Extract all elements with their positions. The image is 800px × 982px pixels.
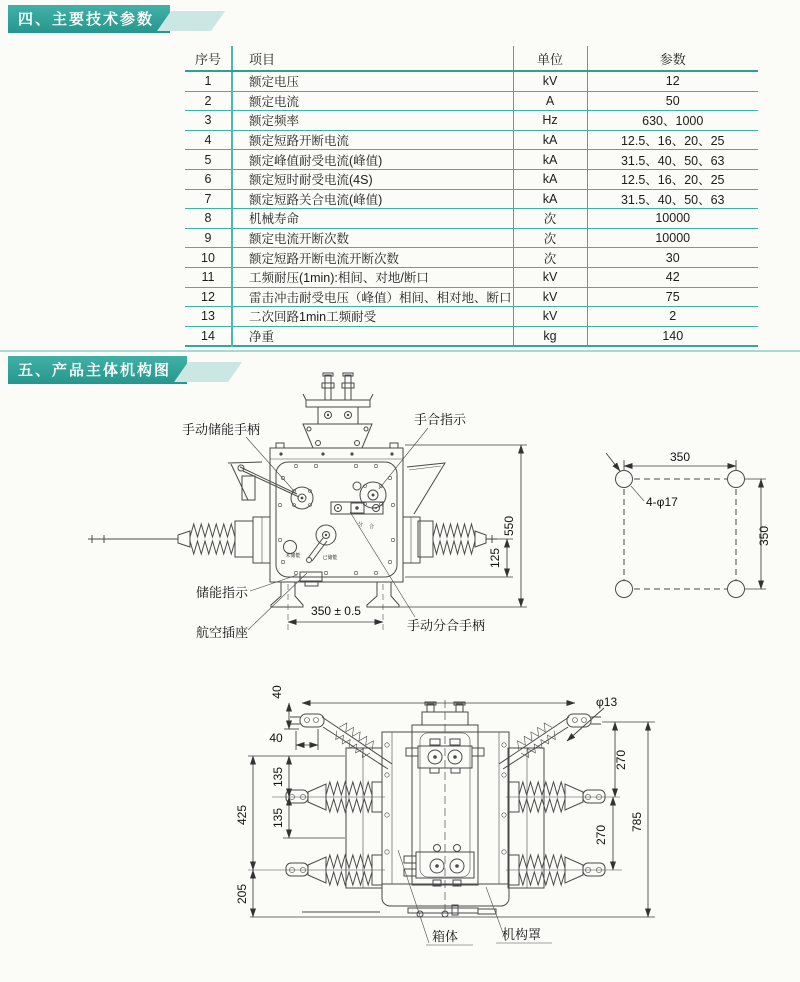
table-cell: 9 [185,228,232,248]
table-cell: 净重 [232,326,513,346]
table-cell: 额定频率 [232,111,513,131]
table-cell: 额定电流 [232,91,513,111]
switch-knob [284,525,338,563]
table-header-cell: 单位 [513,46,587,71]
front-view-labels [398,850,552,945]
table-cell: kV [513,307,587,327]
dim-phi13: φ13 [596,695,618,709]
table-cell: 6 [185,169,232,189]
table-cell: 2 [587,307,758,327]
table-cell: 11 [185,267,232,287]
dim-40v: 40 [270,685,284,699]
table-cell: 12.5、16、20、25 [587,169,758,189]
charged-label: 已储能 [322,555,338,561]
interlock-bar [331,502,383,530]
table-row [185,150,758,170]
table-row [185,326,758,346]
table-row [185,91,758,111]
table-cell: 额定短路开断电流开断次数 [232,248,513,268]
banner-swoosh [157,11,225,31]
table-cell: 3 [185,111,232,131]
right-insulator [403,517,497,563]
dim-40h: 40 [269,731,283,745]
upper-right-insulator [506,782,620,812]
lower-left-insulator [248,855,385,885]
front-view-diagram [0,670,800,982]
table-cell: A [513,91,587,111]
table-cell: 140 [587,326,758,346]
lower-contacts [404,845,474,887]
label-holes: 4-φ17 [646,495,678,509]
table-cell: kA [513,169,587,189]
table-row [185,130,758,150]
close-indicator-mech [353,482,386,508]
table-cell: 5 [185,150,232,170]
table-cell: 50 [587,91,758,111]
table-cell: 42 [587,267,758,287]
parameters-table [185,46,758,347]
label-box-body: 箱体 [432,929,459,944]
table-row [185,228,758,248]
table-row [185,111,758,131]
table-cell: kA [513,189,587,209]
table-header-cell: 序号 [185,46,232,71]
top-view-dimensions [288,445,527,622]
not-charged-label: 未储能 [285,553,301,559]
table-cell: 30 [587,248,758,268]
table-cell: kg [513,326,587,346]
table-cell: 机械寿命 [232,209,513,229]
table-cell: 次 [513,248,587,268]
table-cell: 13 [185,307,232,327]
lower-right-insulator [506,855,622,885]
table-cell: 二次回路1min工频耐受 [232,307,513,327]
dim-270a: 270 [614,749,628,771]
mounting-feet [271,572,399,630]
table-cell: 14 [185,326,232,346]
table-cell: 12 [587,71,758,91]
table-cell: 12 [185,287,232,307]
dim-550: 550 [502,515,516,537]
table-cell: 2 [185,91,232,111]
dim-425: 425 [235,804,249,826]
right-arm [499,714,601,769]
table-cell: 额定短路关合电流(峰值) [232,189,513,209]
table-cell: 7 [185,189,232,209]
table-cell: kV [513,71,587,91]
top-bushing [303,373,373,448]
table-header-cell: 项目 [232,46,513,71]
section-title-structure-text: 五、产品主体机构图 [18,362,172,379]
left-arm [290,714,392,769]
side-frames [346,748,544,888]
table-cell: 额定电流开断次数 [232,228,513,248]
table-cell: kV [513,287,587,307]
charge-crank [228,462,299,500]
table-header-cell: 参数 [587,46,758,71]
table-cell: 31.5、40、50、63 [587,189,758,209]
table-cell: 次 [513,209,587,229]
table-cell: 1 [204,74,212,89]
table-cell: kA [513,150,587,170]
base [250,905,655,917]
table-cell: 75 [587,287,758,307]
dim-hole-350-h: 350 [757,525,771,547]
dim-125: 125 [488,547,502,569]
table-cell: 额定峰值耐受电流(峰值) [232,150,513,170]
dim-hole-350-w: 350 [669,450,691,464]
table-cell: 10000 [587,228,758,248]
label-mechanism-cover: 机构罩 [502,927,542,942]
label-close-indicator: 手合指示 [414,412,467,427]
top-view-diagram [0,372,800,668]
table-row [185,71,758,91]
section-divider [0,350,800,352]
table-row [185,189,758,209]
table-header-row [185,46,758,71]
table-row [185,307,758,327]
table-cell: kV [513,267,587,287]
dim-135a: 135 [271,766,285,788]
label-manual-switch-handle: 手动分合手柄 [407,618,486,633]
section-title-structure [8,356,187,384]
box-body [382,732,509,906]
table-cell: 4 [185,130,232,150]
mounting-hole-diagram [606,450,771,598]
section-title-params [8,5,170,33]
table-body [185,71,758,346]
table-cell: 额定电压 [232,71,513,91]
table-cell: kA [513,130,587,150]
table-cell: 630、1000 [587,111,758,131]
table-row [185,209,758,229]
table-row [185,287,758,307]
table-cell: 10 [185,248,232,268]
left-insulator [88,517,270,563]
table-row [185,169,758,189]
section-title-params-text: 四、主要技术参数 [18,11,155,28]
close-mark: 合 [369,524,375,530]
dim-270b: 270 [594,824,608,846]
label-manual-charge-handle: 手动储能手柄 [182,422,261,437]
table-cell: Hz [513,111,587,131]
table-cell: 工频耐压(1min):相间、对地/断口 [232,267,513,287]
table-cell: 额定短时耐受电流(4S) [232,169,513,189]
label-aviation-socket: 航空插座 [196,625,249,640]
label-charge-indicator: 储能指示 [196,585,249,600]
table-cell: 雷击冲击耐受电压（峰值）相间、相对地、断口 [232,287,513,307]
dim-785: 785 [630,811,644,833]
table-cell: 12.5、16、20、25 [587,130,758,150]
right-bracket [407,463,445,514]
table-cell: 31.5、40、50、63 [587,150,758,170]
dim-205: 205 [235,883,249,905]
table-cell: 额定短路开断电流 [232,130,513,150]
dim-350-width: 350 ± 0.5 [311,604,361,618]
charge-knob [291,487,313,509]
table-row [185,267,758,287]
dim-135b: 135 [271,807,285,829]
table-cell: 10000 [587,209,758,229]
table-cell: 次 [513,228,587,248]
table-cell: 8 [185,209,232,229]
table-row [185,248,758,268]
open-mark: 分 [358,522,364,528]
